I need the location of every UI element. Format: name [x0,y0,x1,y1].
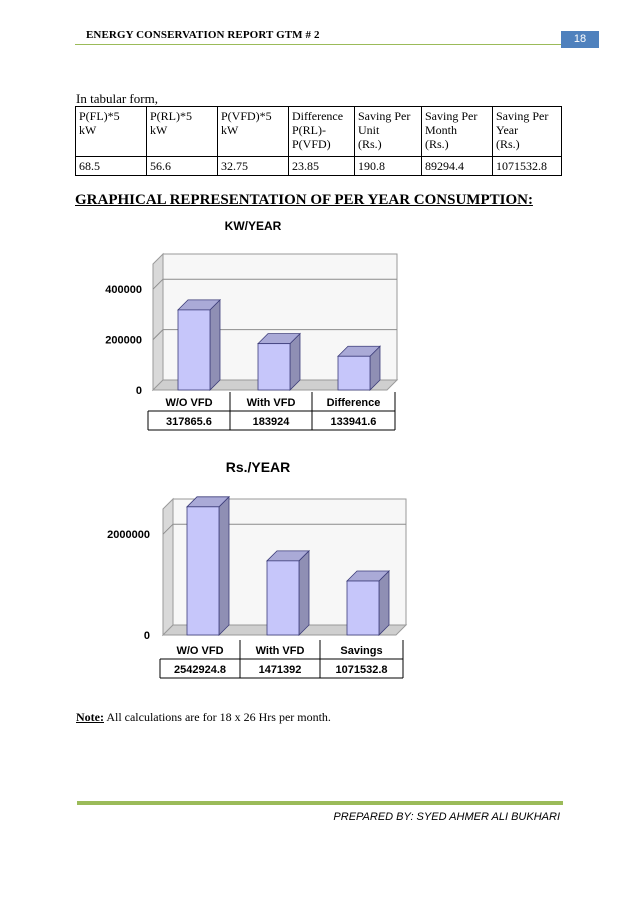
page-number: 18 [561,31,599,48]
y-tick-label: 200000 [105,334,142,347]
table-header-cell: P(VFD)*5 kW [218,107,289,157]
kw-per-year-chart [0,214,638,444]
note-text: All calculations are for 18 x 26 Hrs per month. [103,710,331,724]
bar [347,581,379,635]
table-header-cell: Saving Per Year (Rs.) [493,107,562,157]
note [76,710,331,725]
category-label: With VFD [246,397,296,409]
rs-per-year-chart [0,455,638,690]
chart-title: KW/YEAR [224,219,282,233]
y-tick-label: 0 [143,630,150,642]
category-label: W/O VFD [176,645,224,657]
table-cell: 68.5 [76,157,147,176]
table-cell: 190.8 [355,157,422,176]
value-label: 133941.6 [330,416,377,428]
bar [258,344,290,390]
footer-rule [77,801,563,805]
category-label: Savings [340,645,383,657]
table-header-cell: P(RL)*5 kW [147,107,218,157]
footer-credit: PREPARED BY: SYED AHMER ALI BUKHARI [333,811,560,823]
report-title: ENERGY CONSERVATION REPORT GTM # 2 [86,29,320,41]
note-label: Note: [76,710,104,724]
value-label: 317865.6 [166,416,212,428]
bar-side [219,497,229,635]
chart-side-wall [163,499,173,635]
savings-table [75,106,562,176]
category-label: W/O VFD [165,397,213,409]
table-cell: 89294.4 [422,157,493,176]
y-tick-label: 0 [135,385,142,397]
table-cell: 23.85 [289,157,355,176]
bar [178,310,210,390]
table-cell: 56.6 [147,157,218,176]
value-label: 1471392 [258,664,302,676]
bar [267,561,299,635]
value-label: 183924 [252,416,290,428]
table-header-cell: Saving Per Unit (Rs.) [355,107,422,157]
table-header-cell: Difference P(RL)- P(VFD) [289,107,355,157]
table-cell: 1071532.8 [493,157,562,176]
value-label: 1071532.8 [335,664,388,676]
bar [187,507,219,635]
bar-side [210,300,220,390]
table-cell: 32.75 [218,157,289,176]
chart-side-wall [153,254,163,390]
bar [338,356,370,390]
intro-text: In tabular form, [76,91,158,106]
chart-title: Rs./YEAR [225,459,291,475]
y-tick-label: 400000 [105,284,142,297]
section-heading: GRAPHICAL REPRESENTATION OF PER YEAR CONSUMPTION: [75,192,533,208]
bar-side [299,551,309,635]
table-header-cell: Saving Per Month (Rs.) [422,107,493,157]
y-tick-label: 2000000 [107,529,150,542]
bar-side [379,571,389,635]
table-header-cell: P(FL)*5 kW [76,107,147,157]
table-header-row [76,107,562,157]
header-rule [75,44,561,45]
value-label: 2542924.8 [174,664,226,676]
table-row [76,157,562,176]
category-label: Difference [326,397,381,409]
category-label: With VFD [255,645,305,657]
